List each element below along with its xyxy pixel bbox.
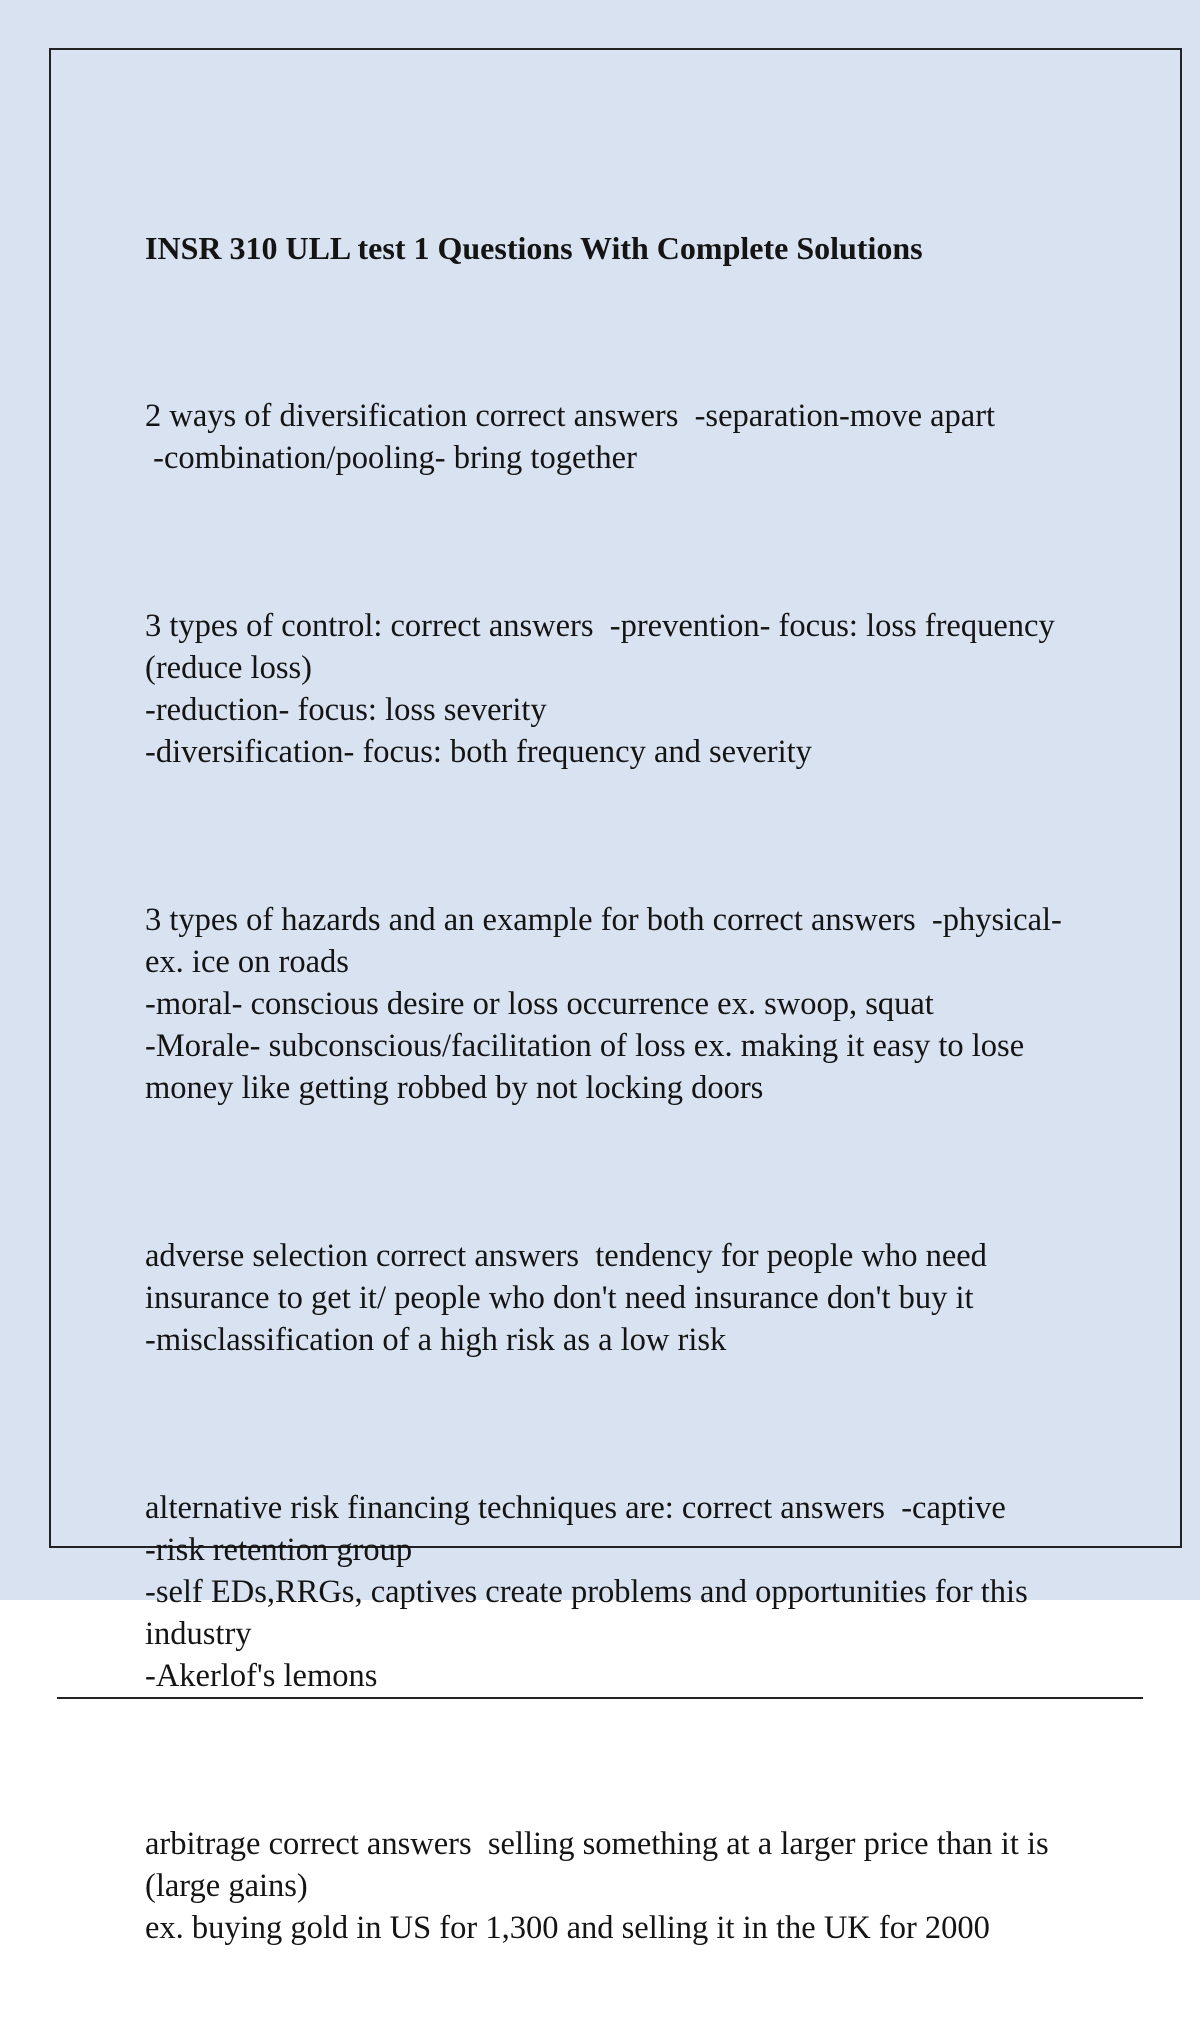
qa-entry-adverse-selection: adverse selection correct answers tendency for people who need insurance to get it/ people who don't need insurance don't buy it -misclassification of a high risk as a low risk xyxy=(145,1238,987,1358)
qa-entry-alternative-risk-financing: alternative risk financing techniques are: correct answers -captive -risk retention group -self EDs,RRGs, captives create problems and opportunities for this industry -Akerlof's lemons xyxy=(145,1490,1028,1694)
qa-entry-hazards: 3 types of hazards and an example for both correct answers -physical- ex. ice on roads -moral- conscious desire or loss occurrence ex. swoop, squat -Morale- subconscious/facilitation of loss ex. making it easy to lose money like getting robbed by not locking doors xyxy=(145,902,1062,1106)
document-body xyxy=(145,143,1105,2033)
qa-entry-diversification: 2 ways of diversification correct answers -separation-move apart -combination/pooling- bring together xyxy=(145,398,996,476)
qa-entry-arbitrage: arbitrage correct answers selling something at a larger price than it is (large gains) ex. buying gold in US for 1,300 and selling it in the UK for 2000 xyxy=(145,1826,1049,1946)
qa-entry-control: 3 types of control: correct answers -prevention- focus: loss frequency (reduce loss) -reduction- focus: loss severity -diversification- focus: both frequency and severity xyxy=(145,608,1055,770)
document-title: INSR 310 ULL test 1 Questions With Complete Solutions xyxy=(145,230,923,266)
footer-divider xyxy=(57,1697,1143,1699)
